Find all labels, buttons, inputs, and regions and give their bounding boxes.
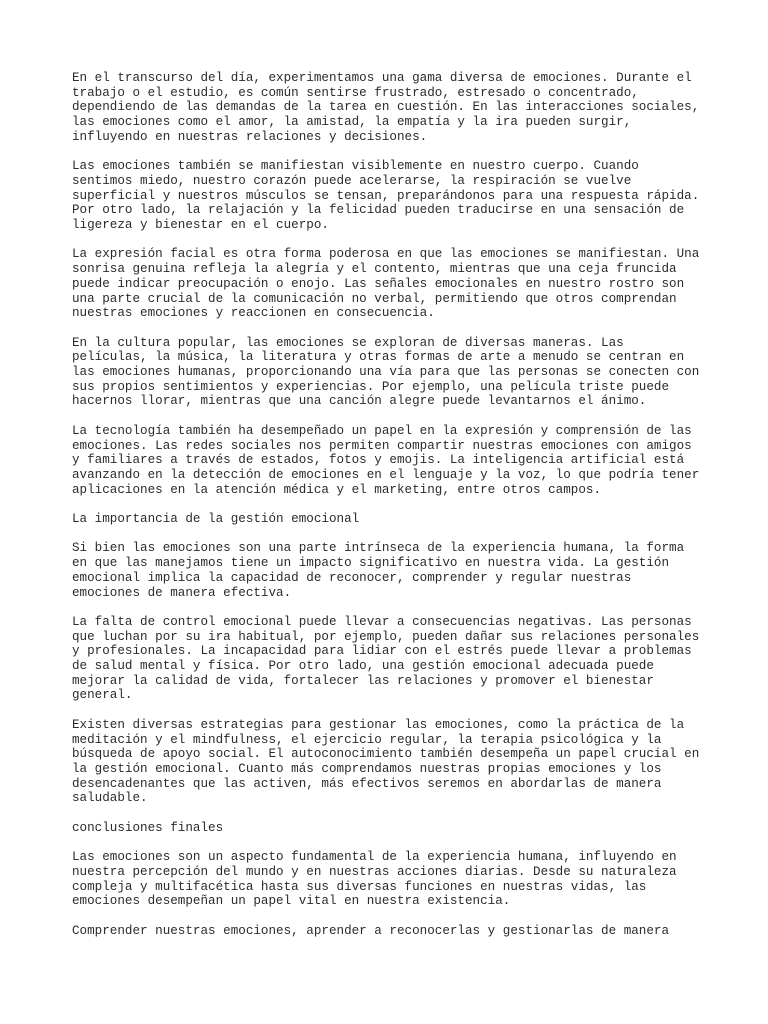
text-line: La falta de control emocional puede llevar a consecuencias negativas. Las personas <box>72 614 692 629</box>
text-line: las emociones como el amor, la amistad, la empatía y la ira pueden surgir, <box>72 115 632 130</box>
text-line: Por otro lado, la relajación y la felicidad pueden traducirse en una sensación de <box>72 203 685 218</box>
text-line: saludable. <box>72 791 148 806</box>
text-line: Existen diversas estrategias para gestionar las emociones, como la práctica de la <box>72 717 685 732</box>
document-page <box>72 71 712 953</box>
text-line: avanzando en la detección de emociones en el lenguaje y la voz, lo que podría tener <box>72 467 700 482</box>
text-line: nuestras emociones y reaccionen en consecuencia. <box>72 306 435 321</box>
section-heading <box>72 512 712 527</box>
text-line: sentimos miedo, nuestro corazón puede acelerarse, la respiración se vuelve <box>72 173 632 188</box>
text-line: que luchan por su ira habitual, por ejemplo, pueden dañar sus relaciones personales <box>72 629 700 644</box>
paragraph <box>72 424 712 498</box>
paragraph <box>72 247 712 321</box>
text-line: las emociones humanas, proporcionando una vía para que las personas se conecten con <box>72 365 700 380</box>
text-line: una parte crucial de la comunicación no verbal, permitiendo que otros comprendan <box>72 291 677 306</box>
text-line: La expresión facial es otra forma poderosa en que las emociones se manifiestan. Una <box>72 247 700 262</box>
text-line: en que las manejamos tiene un impacto significativo en nuestra vida. La gestión <box>72 556 670 571</box>
text-line: mejorar la calidad de vida, fortalecer las relaciones y promover el bienestar <box>72 673 654 688</box>
text-line: y familiares a través de estados, fotos y emojis. La inteligencia artificial está <box>72 453 685 468</box>
text-line: desencadenantes que las activen, más efectivos seremos en abordarlas de manera <box>72 776 662 791</box>
text-line: conclusiones finales <box>72 820 224 835</box>
text-line: influyendo en nuestras relaciones y decisiones. <box>72 129 428 144</box>
text-line: sonrisa genuina refleja la alegría y el contento, mientras que una ceja fruncida <box>72 262 677 277</box>
text-line: emociones. Las redes sociales nos permiten compartir nuestras emociones con amigos <box>72 438 692 453</box>
text-line: aplicaciones en la atención médica y el marketing, entre otros campos. <box>72 482 602 497</box>
text-line: películas, la música, la literatura y otras formas de arte a menudo se centran en <box>72 350 685 365</box>
text-line: de salud mental y física. Por otro lado, una gestión emocional adecuada puede <box>72 659 654 674</box>
text-line: la gestión emocional. Cuanto más comprendamos nuestras propias emociones y los <box>72 761 662 776</box>
paragraph <box>72 924 712 939</box>
text-line: compleja y multifacética hasta sus diversas funciones en nuestras vidas, las <box>72 879 647 894</box>
text-line: nuestra percepción del mundo y en nuestras acciones diarias. Desde su naturaleza <box>72 864 677 879</box>
text-line: puede indicar preocupación o enojo. Las señales emocionales en nuestro rostro son <box>72 276 685 291</box>
text-line: emociones de manera efectiva. <box>72 585 292 600</box>
text-line: hacernos llorar, mientras que una canción alegre puede levantarnos el ánimo. <box>72 394 647 409</box>
text-line: emocional implica la capacidad de reconocer, comprender y regular nuestras <box>72 570 632 585</box>
text-line: dependiendo de las demandas de la tarea en cuestión. En las interacciones sociales, <box>72 100 700 115</box>
text-line: En la cultura popular, las emociones se exploran de diversas maneras. Las <box>72 335 624 350</box>
text-line: superficial y nuestros músculos se tensan, preparándonos para una respuesta rápida. <box>72 188 700 203</box>
text-line: general. <box>72 688 133 703</box>
paragraph <box>72 718 712 806</box>
text-line: trabajo o el estudio, es común sentirse frustrado, estresado o concentrado, <box>72 85 639 100</box>
text-line: Comprender nuestras emociones, aprender a reconocerlas y gestionarlas de manera <box>72 923 670 938</box>
section-heading <box>72 821 712 836</box>
paragraph <box>72 336 712 410</box>
text-line: La tecnología también ha desempeñado un papel en la expresión y comprensión de las <box>72 423 692 438</box>
paragraph <box>72 850 712 909</box>
text-line: La importancia de la gestión emocional <box>72 512 360 527</box>
text-line: sus propios sentimientos y experiencias. Por ejemplo, una película triste puede <box>72 379 670 394</box>
text-line: y profesionales. La incapacidad para lidiar con el estrés puede llevar a problemas <box>72 644 692 659</box>
text-line: En el transcurso del día, experimentamos una gama diversa de emociones. Durante el <box>72 71 692 85</box>
text-line: ligereza y bienestar en el cuerpo. <box>72 218 329 233</box>
text-line: Si bien las emociones son una parte intrínseca de la experiencia humana, la forma <box>72 541 685 556</box>
paragraph <box>72 159 712 233</box>
paragraph <box>72 71 712 145</box>
text-line: búsqueda de apoyo social. El autoconocimiento también desempeña un papel crucial en <box>72 747 700 762</box>
text-line: meditación y el mindfulness, el ejercicio regular, la terapia psicológica y la <box>72 732 662 747</box>
text-line: Las emociones son un aspecto fundamental de la experiencia humana, influyendo en <box>72 850 677 865</box>
text-line: Las emociones también se manifiestan visiblemente en nuestro cuerpo. Cuando <box>72 159 639 174</box>
paragraph <box>72 541 712 600</box>
paragraph <box>72 615 712 703</box>
text-line: emociones desempeñan un papel vital en nuestra existencia. <box>72 894 511 909</box>
